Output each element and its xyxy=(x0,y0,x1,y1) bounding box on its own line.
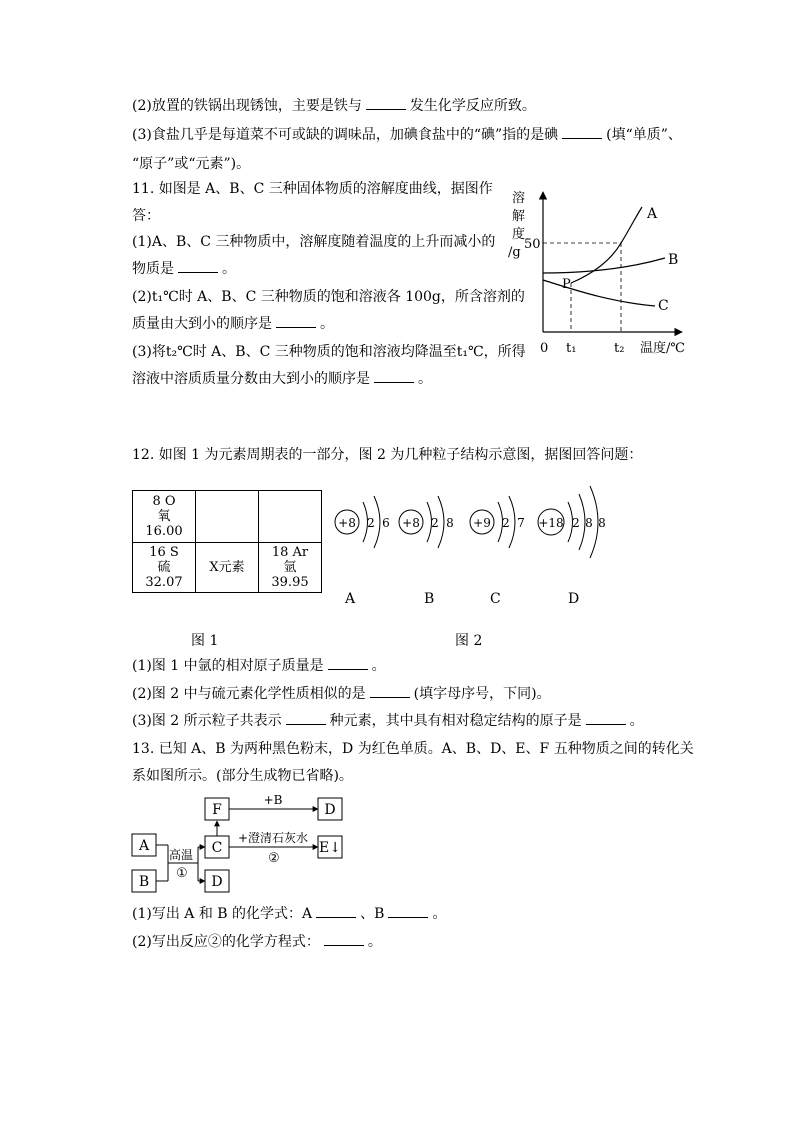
svg-text:8: 8 xyxy=(598,516,606,530)
answer-blank[interactable] xyxy=(276,315,316,328)
answer-blank[interactable] xyxy=(324,933,364,946)
svg-text:E↓: E↓ xyxy=(319,840,341,856)
ylabel-char: 解 xyxy=(512,209,526,224)
q13-stem: 13. 已知 A、B 为两种黑色粉末，D 为红色单质。A、B、D、E、F 五种物质之间的转化关 xyxy=(132,741,694,757)
svg-text:+18: +18 xyxy=(538,516,564,530)
svg-text:+8: +8 xyxy=(402,516,420,530)
atom-label-b: B xyxy=(424,591,435,607)
svg-text:D: D xyxy=(211,874,223,890)
svg-text:F: F xyxy=(212,802,222,818)
svg-text:A: A xyxy=(138,838,150,854)
q10-part2: (2)放置的铁锅出现锈蚀，主要是铁与 发生化学反应所致。 xyxy=(132,98,536,114)
atom-diagrams xyxy=(330,478,620,568)
cell-empty xyxy=(259,491,322,543)
cell-argon: 18 Ar 氩 39.95 xyxy=(259,543,322,593)
cell-oxygen: 8 O 氧 16.00 xyxy=(133,491,196,543)
svg-text:B: B xyxy=(138,874,150,890)
figure-2-caption: 图 2 xyxy=(455,633,483,649)
atom-b xyxy=(399,496,454,548)
answer-blank[interactable] xyxy=(388,905,428,918)
answer-blank[interactable] xyxy=(178,260,218,273)
svg-text:2: 2 xyxy=(502,516,510,530)
answer-blank[interactable] xyxy=(374,370,414,383)
q11-part1-cont: 物质是 。 xyxy=(132,261,236,277)
answer-blank[interactable] xyxy=(586,712,626,725)
series-label-a: A xyxy=(647,206,658,222)
q10-part3-cont: “原子”或“元素”)。 xyxy=(132,156,251,172)
reaction-number-1: ① xyxy=(176,866,188,881)
conversion-flowchart xyxy=(128,790,358,900)
svg-text:8: 8 xyxy=(446,516,454,530)
q10-part3: (3)食盐几乎是每道菜不可或缺的调味品，加碘食盐中的“碘”指的是碘 (填“单质”、 xyxy=(132,127,682,143)
answer-blank[interactable] xyxy=(286,712,326,725)
q11-part3-cont: 溶液中溶质质量分数由大到小的顺序是 。 xyxy=(132,371,432,387)
q11-part2: (2)t₁℃时 A、B、C 三种物质的饱和溶液各 100g，所含溶剂的 xyxy=(132,289,525,305)
answer-blank[interactable] xyxy=(366,97,406,110)
ylabel-char: /g xyxy=(508,245,521,260)
q11-part3: (3)将t₂℃时 A、B、C 三种物质的饱和溶液均降温至t₁℃，所得 xyxy=(132,344,526,360)
atom-a xyxy=(335,496,390,548)
reagent-limewater: +澄清石灰水 xyxy=(237,831,309,845)
svg-text:7: 7 xyxy=(517,516,525,530)
ylabel-char: 溶 xyxy=(512,191,526,206)
curve-b xyxy=(543,258,665,273)
q11-stem-cont: 答： xyxy=(132,208,160,224)
q13-part1: (1)写出 A 和 B 的化学式：A 、B 。 xyxy=(132,906,447,922)
q12-part2: (2)图 2 中与硫元素化学性质相似的是 (填字母序号，下同)。 xyxy=(132,686,551,702)
ylabel-char: 度 xyxy=(512,227,526,242)
svg-text:+9: +9 xyxy=(473,516,491,530)
cell-empty xyxy=(196,491,259,543)
q13-stem-cont: 系如图所示。(部分生成物已省略)。 xyxy=(132,768,353,784)
q12-part3: (3)图 2 所示粒子共表示 种元素，其中具有相对稳定结构的原子是 。 xyxy=(132,713,644,729)
svg-text:2: 2 xyxy=(572,516,580,530)
svg-text:C: C xyxy=(211,840,223,856)
atom-label-c: C xyxy=(490,591,501,607)
cell-sulfur: 16 S 硫 32.07 xyxy=(133,543,196,593)
svg-text:+8: +8 xyxy=(338,516,356,530)
x-tick-label: t₂ xyxy=(614,341,625,356)
series-label-b: B xyxy=(668,252,679,268)
x-tick-label: t₁ xyxy=(566,341,577,356)
answer-blank[interactable] xyxy=(562,126,602,139)
periodic-table-fragment xyxy=(132,490,322,593)
answer-blank[interactable] xyxy=(328,657,368,670)
condition-high-temp: 高温 xyxy=(169,848,194,862)
svg-text:8: 8 xyxy=(585,516,593,530)
svg-text:6: 6 xyxy=(382,516,390,530)
solubility-chart xyxy=(500,180,700,365)
svg-text:D: D xyxy=(324,802,336,818)
q12-stem: 12. 如图 1 为元素周期表的一部分，图 2 为几种粒子结构示意图，据图回答问题： xyxy=(132,447,643,463)
answer-blank[interactable] xyxy=(370,685,410,698)
y-tick-label: 50 xyxy=(524,237,541,252)
x-axis-label: 温度/℃ xyxy=(640,341,685,356)
atom-label-d: D xyxy=(568,591,580,607)
origin-label: 0 xyxy=(540,341,549,356)
point-label-p: P xyxy=(562,277,571,292)
atom-c xyxy=(470,496,525,548)
reagent-plus-b: +B xyxy=(263,793,283,807)
q11-part2-cont: 质量由大到小的顺序是 。 xyxy=(132,316,334,332)
q11-part1: (1)A、B、C 三种物质中，溶解度随着温度的上升而减小的 xyxy=(132,234,496,250)
atom-d xyxy=(538,486,606,558)
series-label-c: C xyxy=(658,298,669,314)
svg-text:2: 2 xyxy=(367,516,375,530)
figure-1-caption: 图 1 xyxy=(191,633,219,649)
curve-c xyxy=(543,280,655,306)
answer-blank[interactable] xyxy=(316,905,356,918)
q13-part2: (2)写出反应②的化学方程式： 。 xyxy=(132,934,382,950)
svg-text:2: 2 xyxy=(431,516,439,530)
q11-stem: 11. 如图是 A、B、C 三种固体物质的溶解度曲线，据图作 xyxy=(132,181,493,197)
cell-x-element: X元素 xyxy=(196,543,259,593)
atom-label-a: A xyxy=(345,591,356,607)
reaction-number-2: ② xyxy=(268,851,280,866)
q12-part1: (1)图 1 中氩的相对原子质量是 。 xyxy=(132,658,386,674)
